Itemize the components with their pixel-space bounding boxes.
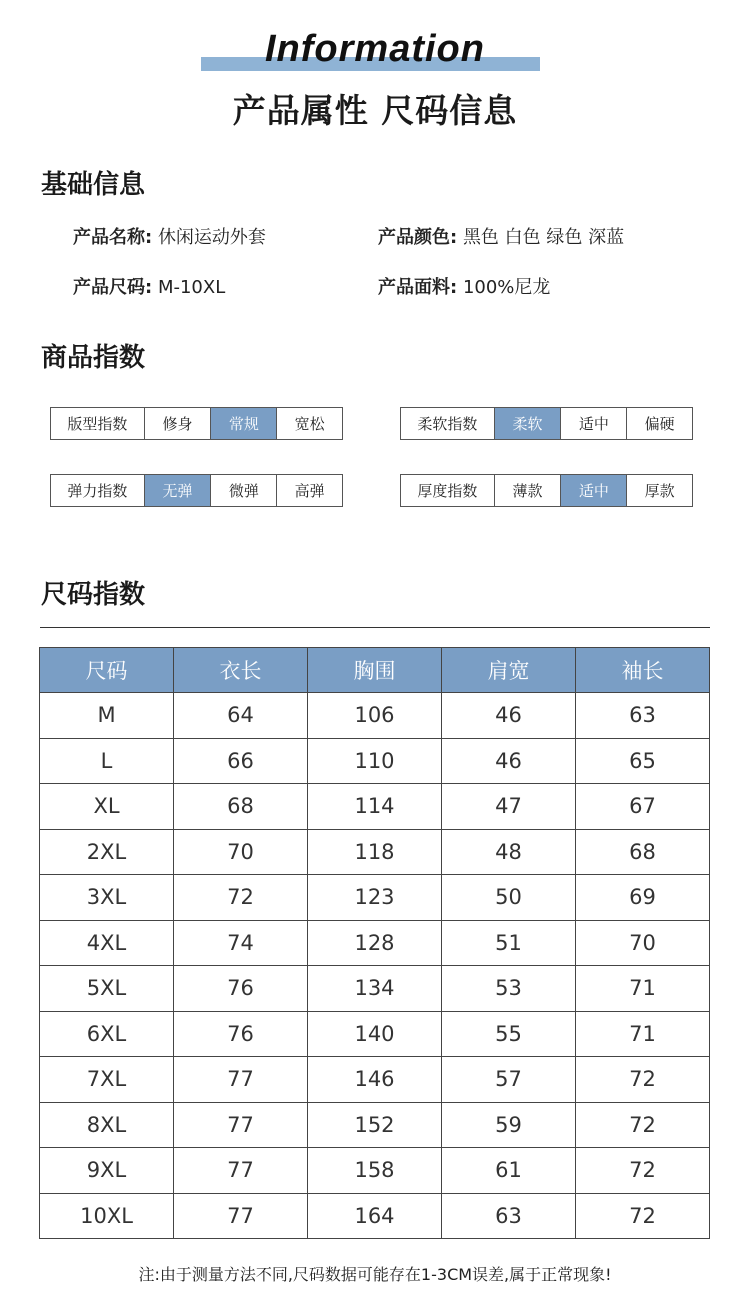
size-index-heading: 尺码指数	[41, 580, 146, 610]
measurement-note: 注:由于测量方法不同,尺码数据可能存在1-3CM误差,属于正常现象!	[138, 1265, 612, 1284]
column-header: 尺码	[40, 648, 174, 693]
table-cell: 8XL	[40, 1102, 174, 1148]
table-cell: 5XL	[40, 966, 174, 1012]
table-cell: 164	[308, 1193, 442, 1239]
table-cell: 57	[442, 1057, 576, 1103]
index-option: 无弹	[144, 475, 211, 506]
size-table-header	[40, 648, 710, 693]
table-cell: 63	[576, 693, 710, 739]
table-cell: 55	[442, 1011, 576, 1057]
info-value: M-10XL	[157, 277, 226, 298]
page-subtitle: 产品属性 尺码信息	[232, 91, 518, 130]
table-cell: 50	[442, 875, 576, 921]
table-cell: 128	[308, 920, 442, 966]
table-cell: 48	[442, 829, 576, 875]
table-cell: 69	[576, 875, 710, 921]
index-option: 柔软	[494, 408, 561, 439]
section-divider	[40, 627, 710, 628]
index-option: 修身	[144, 408, 211, 439]
column-header: 肩宽	[442, 648, 576, 693]
index-label: 版型指数	[67, 415, 128, 433]
table-cell: 51	[442, 920, 576, 966]
table-cell: 71	[576, 1011, 710, 1057]
table-cell: 3XL	[40, 875, 174, 921]
table-row	[40, 875, 710, 921]
table-row	[40, 738, 710, 784]
column-header: 胸围	[308, 648, 442, 693]
info-key: 产品颜色:	[378, 227, 458, 248]
index-elasticity	[50, 474, 343, 507]
index-option: 薄款	[494, 475, 561, 506]
table-cell: 110	[308, 738, 442, 784]
table-cell: 66	[174, 738, 308, 784]
table-row	[40, 1193, 710, 1239]
table-row	[40, 784, 710, 830]
table-cell: 152	[308, 1102, 442, 1148]
index-label: 弹力指数	[67, 482, 128, 500]
table-cell: 68	[576, 829, 710, 875]
table-row	[40, 829, 710, 875]
table-cell: 140	[308, 1011, 442, 1057]
info-product-fabric	[378, 273, 550, 299]
column-header: 袖长	[576, 648, 710, 693]
table-cell: 106	[308, 693, 442, 739]
table-cell: 77	[174, 1148, 308, 1194]
index-option: 适中	[560, 475, 626, 506]
index-thickness	[400, 474, 693, 507]
index-option: 微弹	[210, 475, 276, 506]
table-row	[40, 1102, 710, 1148]
table-cell: 63	[442, 1193, 576, 1239]
index-option: 宽松	[276, 408, 342, 439]
table-cell: L	[40, 738, 174, 784]
table-row	[40, 1148, 710, 1194]
table-cell: 70	[576, 920, 710, 966]
table-cell: 72	[576, 1102, 710, 1148]
info-value: 休闲运动外套	[157, 227, 266, 248]
table-cell: 53	[442, 966, 576, 1012]
table-row	[40, 920, 710, 966]
table-cell: 2XL	[40, 829, 174, 875]
table-cell: 71	[576, 966, 710, 1012]
table-cell: 59	[442, 1102, 576, 1148]
index-fit	[50, 407, 343, 440]
table-cell: 6XL	[40, 1011, 174, 1057]
table-row	[40, 693, 710, 739]
table-cell: 76	[174, 1011, 308, 1057]
table-cell: 46	[442, 738, 576, 784]
table-row	[40, 1011, 710, 1057]
index-option: 高弹	[276, 475, 342, 506]
table-cell: 64	[174, 693, 308, 739]
table-cell: 134	[308, 966, 442, 1012]
table-cell: 77	[174, 1102, 308, 1148]
table-cell: 68	[174, 784, 308, 830]
table-cell: 118	[308, 829, 442, 875]
table-cell: 146	[308, 1057, 442, 1103]
table-row	[40, 966, 710, 1012]
table-cell: 67	[576, 784, 710, 830]
index-softness	[400, 407, 693, 440]
table-cell: 74	[174, 920, 308, 966]
table-cell: 61	[442, 1148, 576, 1194]
table-cell: 76	[174, 966, 308, 1012]
info-key: 产品名称:	[73, 227, 153, 248]
table-cell: 46	[442, 693, 576, 739]
info-product-size	[73, 273, 225, 299]
index-label: 柔软指数	[417, 415, 478, 433]
product-index-heading: 商品指数	[41, 343, 146, 373]
table-cell: XL	[40, 784, 174, 830]
index-option: 偏硬	[626, 408, 692, 439]
table-cell: 9XL	[40, 1148, 174, 1194]
basic-info-heading: 基础信息	[41, 170, 146, 200]
table-cell: 114	[308, 784, 442, 830]
table-cell: 77	[174, 1057, 308, 1103]
index-label: 厚度指数	[417, 482, 478, 500]
banner-title: Information	[265, 28, 485, 70]
info-key: 产品尺码:	[73, 277, 153, 298]
table-row	[40, 1057, 710, 1103]
table-cell: 72	[576, 1148, 710, 1194]
info-value: 黑色 白色 绿色 深蓝	[462, 227, 625, 248]
table-cell: 47	[442, 784, 576, 830]
info-key: 产品面料:	[378, 277, 458, 298]
info-value: 100%尼龙	[462, 277, 551, 298]
table-cell: 77	[174, 1193, 308, 1239]
table-cell: 72	[174, 875, 308, 921]
index-option: 适中	[560, 408, 626, 439]
info-product-name	[73, 223, 266, 249]
column-header: 衣长	[174, 648, 308, 693]
table-cell: 7XL	[40, 1057, 174, 1103]
table-cell: 70	[174, 829, 308, 875]
info-product-color	[378, 223, 624, 249]
size-table	[39, 647, 710, 1239]
table-cell: 158	[308, 1148, 442, 1194]
table-cell: 10XL	[40, 1193, 174, 1239]
table-cell: M	[40, 693, 174, 739]
table-cell: 72	[576, 1057, 710, 1103]
table-cell: 123	[308, 875, 442, 921]
index-option: 厚款	[626, 475, 692, 506]
table-cell: 4XL	[40, 920, 174, 966]
index-option: 常规	[210, 408, 276, 439]
table-cell: 72	[576, 1193, 710, 1239]
size-table-body	[40, 693, 710, 1239]
table-cell: 65	[576, 738, 710, 784]
